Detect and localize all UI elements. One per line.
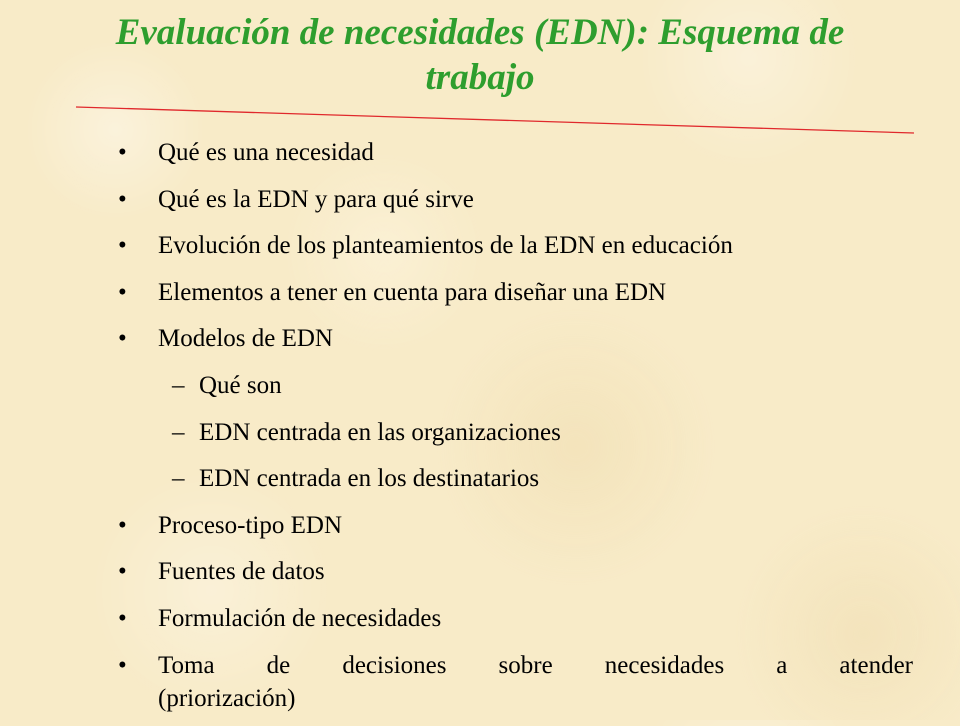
sub-list-item — [0, 413, 960, 460]
list-item-text: Elementos a tener en cuenta para diseñar una EDN — [158, 278, 667, 306]
dash-marker: – — [172, 371, 185, 399]
list-item-text-line: Toma de decisiones sobre necesidades a atender — [158, 651, 913, 679]
list-item — [0, 273, 960, 320]
list-item-text-continuation: (priorización) — [158, 684, 296, 712]
list-item-text: Formulación de necesidades — [158, 604, 442, 632]
bullet-marker: • — [118, 604, 127, 632]
dash-marker: – — [172, 465, 185, 493]
sub-list-item-text: EDN centrada en las organizaciones — [199, 418, 561, 446]
list-item-text — [158, 649, 913, 715]
bullet-marker: • — [118, 651, 127, 679]
list-item — [0, 552, 960, 599]
list-item — [0, 226, 960, 273]
list-item-text: Qué es la EDN y para qué sirve — [158, 185, 474, 213]
sub-list-item — [0, 459, 960, 506]
list-item — [0, 646, 960, 726]
list-item-text: Proceso-tipo EDN — [158, 511, 342, 539]
list-item-text: Modelos de EDN — [158, 325, 333, 353]
bullet-marker: • — [118, 139, 127, 166]
list-item — [0, 319, 960, 366]
list-item-text: Fuentes de datos — [158, 558, 325, 586]
bullet-marker: • — [118, 558, 127, 586]
bullet-marker: • — [118, 511, 127, 539]
dash-marker: – — [172, 418, 185, 446]
bullet-marker: • — [118, 325, 127, 353]
list-item-text: Evolución de los planteamientos de la EDN en educación — [158, 232, 733, 260]
bullet-marker: • — [118, 185, 127, 213]
sub-list-item-text: EDN centrada en los destinatarios — [199, 465, 540, 493]
outline-list — [0, 133, 960, 726]
slide-title: Evaluación de necesidades (EDN): Esquema de trabajo — [115, 12, 845, 98]
bullet-marker: • — [118, 278, 127, 306]
list-item — [0, 133, 960, 180]
sub-list-item-text: Qué son — [199, 371, 282, 399]
sub-list-item — [0, 366, 960, 413]
list-item-text: Qué es una necesidad — [158, 139, 374, 166]
list-item — [0, 599, 960, 646]
list-item — [0, 180, 960, 227]
bullet-marker: • — [118, 232, 127, 260]
list-item — [0, 506, 960, 553]
